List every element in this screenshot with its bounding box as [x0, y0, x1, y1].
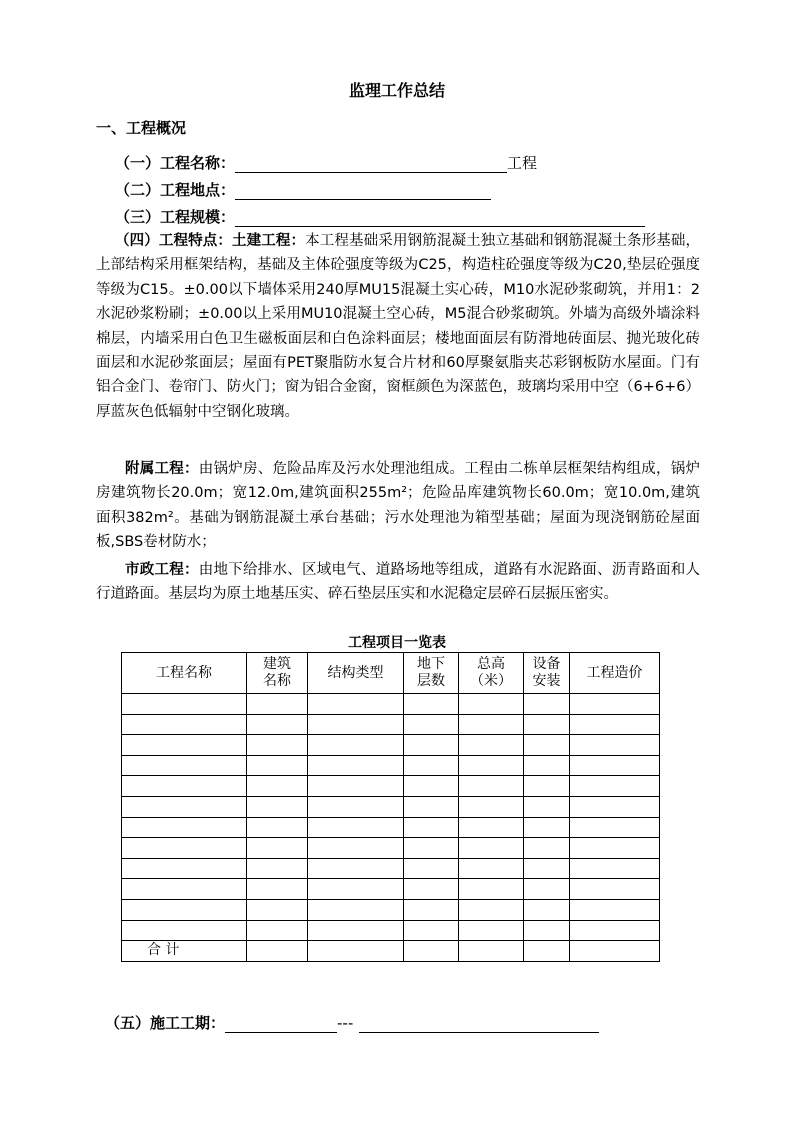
- table-cell[interactable]: [524, 735, 570, 756]
- table-cell[interactable]: [122, 796, 247, 817]
- table-cell[interactable]: [247, 776, 308, 797]
- table-cell[interactable]: [570, 817, 660, 838]
- table-cell[interactable]: [459, 858, 524, 879]
- table-cell[interactable]: [459, 776, 524, 797]
- auxiliary-works-text: 由锅炉房、危险品库及污水处理池组成。工程由二栋单层框架结构组成，锅炉房建筑物长20.0m；宽12.0m,建筑面积255m²；危险品库建筑物长60.0m；宽10.0m,建筑面积382m²。基础为钢筋混凝土承台基础；污水处理池为箱型基础；屋面为现浇钢筋砼屋面板,SBS卷材防水；: [96, 461, 700, 551]
- table-cell[interactable]: [524, 796, 570, 817]
- project-list-table: [121, 652, 660, 962]
- table-cell[interactable]: [459, 714, 524, 735]
- table-cell[interactable]: [404, 858, 459, 879]
- table-cell[interactable]: [308, 776, 404, 797]
- table-cell[interactable]: [247, 899, 308, 920]
- table-row: [122, 817, 660, 838]
- table-row: [122, 755, 660, 776]
- table-cell[interactable]: [570, 838, 660, 859]
- table-cell[interactable]: [308, 735, 404, 756]
- table-cell[interactable]: [570, 920, 660, 941]
- table-cell[interactable]: [247, 755, 308, 776]
- table-cell[interactable]: [459, 920, 524, 941]
- table-cell[interactable]: [570, 858, 660, 879]
- table-cell[interactable]: [308, 920, 404, 941]
- table-cell[interactable]: [247, 796, 308, 817]
- project-scale-blank[interactable]: [235, 210, 645, 227]
- table-cell[interactable]: [247, 817, 308, 838]
- table-cell[interactable]: [122, 899, 247, 920]
- table-row: [122, 838, 660, 859]
- table-cell[interactable]: [308, 941, 404, 962]
- table-row: [122, 694, 660, 715]
- table-cell[interactable]: [524, 714, 570, 735]
- table-cell[interactable]: [570, 755, 660, 776]
- table-cell[interactable]: [404, 899, 459, 920]
- civil-works-label: 土建工程：: [232, 233, 306, 249]
- table-cell[interactable]: [122, 735, 247, 756]
- table-row: [122, 776, 660, 797]
- table-cell[interactable]: [122, 755, 247, 776]
- table-cell[interactable]: [247, 941, 308, 962]
- table-cell[interactable]: [247, 858, 308, 879]
- header-building-name: 建筑名称: [247, 653, 308, 694]
- auxiliary-works-paragraph: [96, 457, 700, 555]
- table-cell[interactable]: [524, 879, 570, 900]
- table-cell[interactable]: [247, 920, 308, 941]
- table-cell[interactable]: [122, 694, 247, 715]
- features-label: （四）工程特点：: [115, 233, 233, 249]
- table-cell[interactable]: [247, 694, 308, 715]
- table-cell[interactable]: [459, 941, 524, 962]
- auxiliary-works-label: 附属工程：: [125, 461, 199, 477]
- table-cell[interactable]: [524, 920, 570, 941]
- table-cell[interactable]: [459, 735, 524, 756]
- municipal-works-paragraph: [96, 558, 700, 607]
- table-cell[interactable]: [308, 838, 404, 859]
- table-cell[interactable]: [570, 941, 660, 962]
- table-cell[interactable]: [122, 838, 247, 859]
- table-cell[interactable]: [459, 817, 524, 838]
- table-cell[interactable]: [404, 714, 459, 735]
- table-cell[interactable]: [570, 735, 660, 756]
- table-cell[interactable]: [524, 941, 570, 962]
- table-cell[interactable]: [459, 899, 524, 920]
- page-title: 监理工作总结: [348, 81, 445, 100]
- table-cell[interactable]: [308, 858, 404, 879]
- table-cell[interactable]: [570, 694, 660, 715]
- table-cell[interactable]: [404, 735, 459, 756]
- municipal-works-label: 市政工程：: [125, 562, 199, 578]
- table-header-row: [122, 653, 660, 694]
- table-cell[interactable]: [308, 755, 404, 776]
- table-cell[interactable]: [404, 776, 459, 797]
- field-construction-period: [105, 1012, 599, 1033]
- table-row: [122, 858, 660, 879]
- header-project-cost: 工程造价: [570, 653, 660, 694]
- table-cell[interactable]: [459, 838, 524, 859]
- table-cell[interactable]: [524, 899, 570, 920]
- table-cell[interactable]: [308, 694, 404, 715]
- municipal-works-text: 由地下给排水、区域电气、道路场地等组成，道路有水泥路面、沥青路面和人行道路面。基层均为原土地基压实、碎石垫层压实和水泥稳定层碎石层振压密实。: [96, 562, 700, 603]
- field-project-location: [115, 179, 491, 200]
- section-heading-overview: 一、工程概况: [96, 119, 187, 137]
- field-project-name-suffix: 工程: [507, 154, 538, 172]
- period-separator: ---: [337, 1014, 354, 1032]
- table-total-row: [122, 941, 660, 962]
- table-cell[interactable]: [247, 879, 308, 900]
- table-cell[interactable]: [247, 838, 308, 859]
- field-project-location-label: （二）工程地点：: [115, 181, 236, 199]
- field-project-scale: [115, 206, 645, 227]
- table-cell[interactable]: [122, 879, 247, 900]
- project-location-blank[interactable]: [235, 183, 491, 200]
- construction-period-label: （五）施工工期：: [105, 1014, 226, 1032]
- table-cell[interactable]: [524, 694, 570, 715]
- table-cell[interactable]: [404, 941, 459, 962]
- table-cell[interactable]: [404, 694, 459, 715]
- table-cell[interactable]: [122, 858, 247, 879]
- field-project-scale-label: （三）工程规模：: [115, 208, 236, 226]
- table-title: 工程项目一览表: [348, 635, 446, 651]
- table-cell[interactable]: [524, 838, 570, 859]
- table-row: [122, 879, 660, 900]
- table-cell[interactable]: [404, 879, 459, 900]
- table-cell[interactable]: [524, 755, 570, 776]
- table-cell[interactable]: [122, 817, 247, 838]
- table-cell[interactable]: [308, 817, 404, 838]
- field-project-name: [115, 152, 537, 173]
- table-row: [122, 714, 660, 735]
- table-cell[interactable]: [308, 714, 404, 735]
- table-cell[interactable]: [524, 858, 570, 879]
- table-cell[interactable]: [247, 714, 308, 735]
- table-cell[interactable]: [122, 776, 247, 797]
- table-cell[interactable]: [570, 899, 660, 920]
- table-cell[interactable]: [459, 796, 524, 817]
- table-cell[interactable]: [570, 714, 660, 735]
- table-row: [122, 920, 660, 941]
- table-cell[interactable]: [122, 714, 247, 735]
- table-cell[interactable]: [247, 735, 308, 756]
- project-features-paragraph: [96, 229, 700, 424]
- field-project-name-label: （一）工程名称：: [115, 154, 236, 172]
- period-end-blank[interactable]: [359, 1016, 599, 1033]
- table-cell[interactable]: [404, 838, 459, 859]
- table-cell[interactable]: [524, 776, 570, 797]
- table-row: [122, 796, 660, 817]
- table-cell[interactable]: [459, 694, 524, 715]
- table-cell[interactable]: [459, 755, 524, 776]
- table-cell[interactable]: [524, 817, 570, 838]
- table-cell[interactable]: [122, 920, 247, 941]
- table-cell[interactable]: [404, 817, 459, 838]
- table-cell[interactable]: [308, 879, 404, 900]
- table-cell[interactable]: [308, 899, 404, 920]
- table-cell[interactable]: [570, 879, 660, 900]
- project-name-blank[interactable]: [235, 156, 507, 173]
- header-structure-type: 结构类型: [308, 653, 404, 694]
- table-cell[interactable]: [404, 796, 459, 817]
- header-equipment-install: 设备安装: [524, 653, 570, 694]
- period-start-blank[interactable]: [225, 1016, 337, 1033]
- civil-works-text: 本工程基础采用钢筋混凝土独立基础和钢筋混凝土条形基础，上部结构采用框架结构，基础及主体砼强度等级为C25，构造柱砼强度等级为C20,垫层砼强度等级为C15。±0.00以下墙体采用240厚MU15混凝土实心砖，M10水泥砂浆砌筑，并用1：2水泥砂浆粉刷；±0.00以上采用MU10混凝土空心砖，M5混合砂浆砌筑。外墙为高级外墙涂料棉层，内墙采用白色卫生磁板面层和白色涂料面层；楼地面面层有防滑地砖面层、抛光玻化砖面层和水泥砂浆面层；屋面有PET聚脂防水复合片材和60厚聚氨脂夹芯彩钢板防水屋面。门有铝合金门、卷帘门、防火门；窗为铝合金窗，窗框颜色为深蓝色，玻璃均采用中空（6+6+6）厚蓝灰色低辐射中空钢化玻璃。: [96, 233, 701, 420]
- table-cell[interactable]: [308, 796, 404, 817]
- table-cell[interactable]: [570, 776, 660, 797]
- table-cell[interactable]: [404, 755, 459, 776]
- header-underground-floors: 地下层数: [404, 653, 459, 694]
- header-total-height: 总高（米）: [459, 653, 524, 694]
- total-label: 合 计: [122, 941, 247, 962]
- table-row: [122, 899, 660, 920]
- table-cell[interactable]: [570, 796, 660, 817]
- table-cell[interactable]: [459, 879, 524, 900]
- table-row: [122, 735, 660, 756]
- table-cell[interactable]: [404, 920, 459, 941]
- header-project-name: 工程名称: [122, 653, 247, 694]
